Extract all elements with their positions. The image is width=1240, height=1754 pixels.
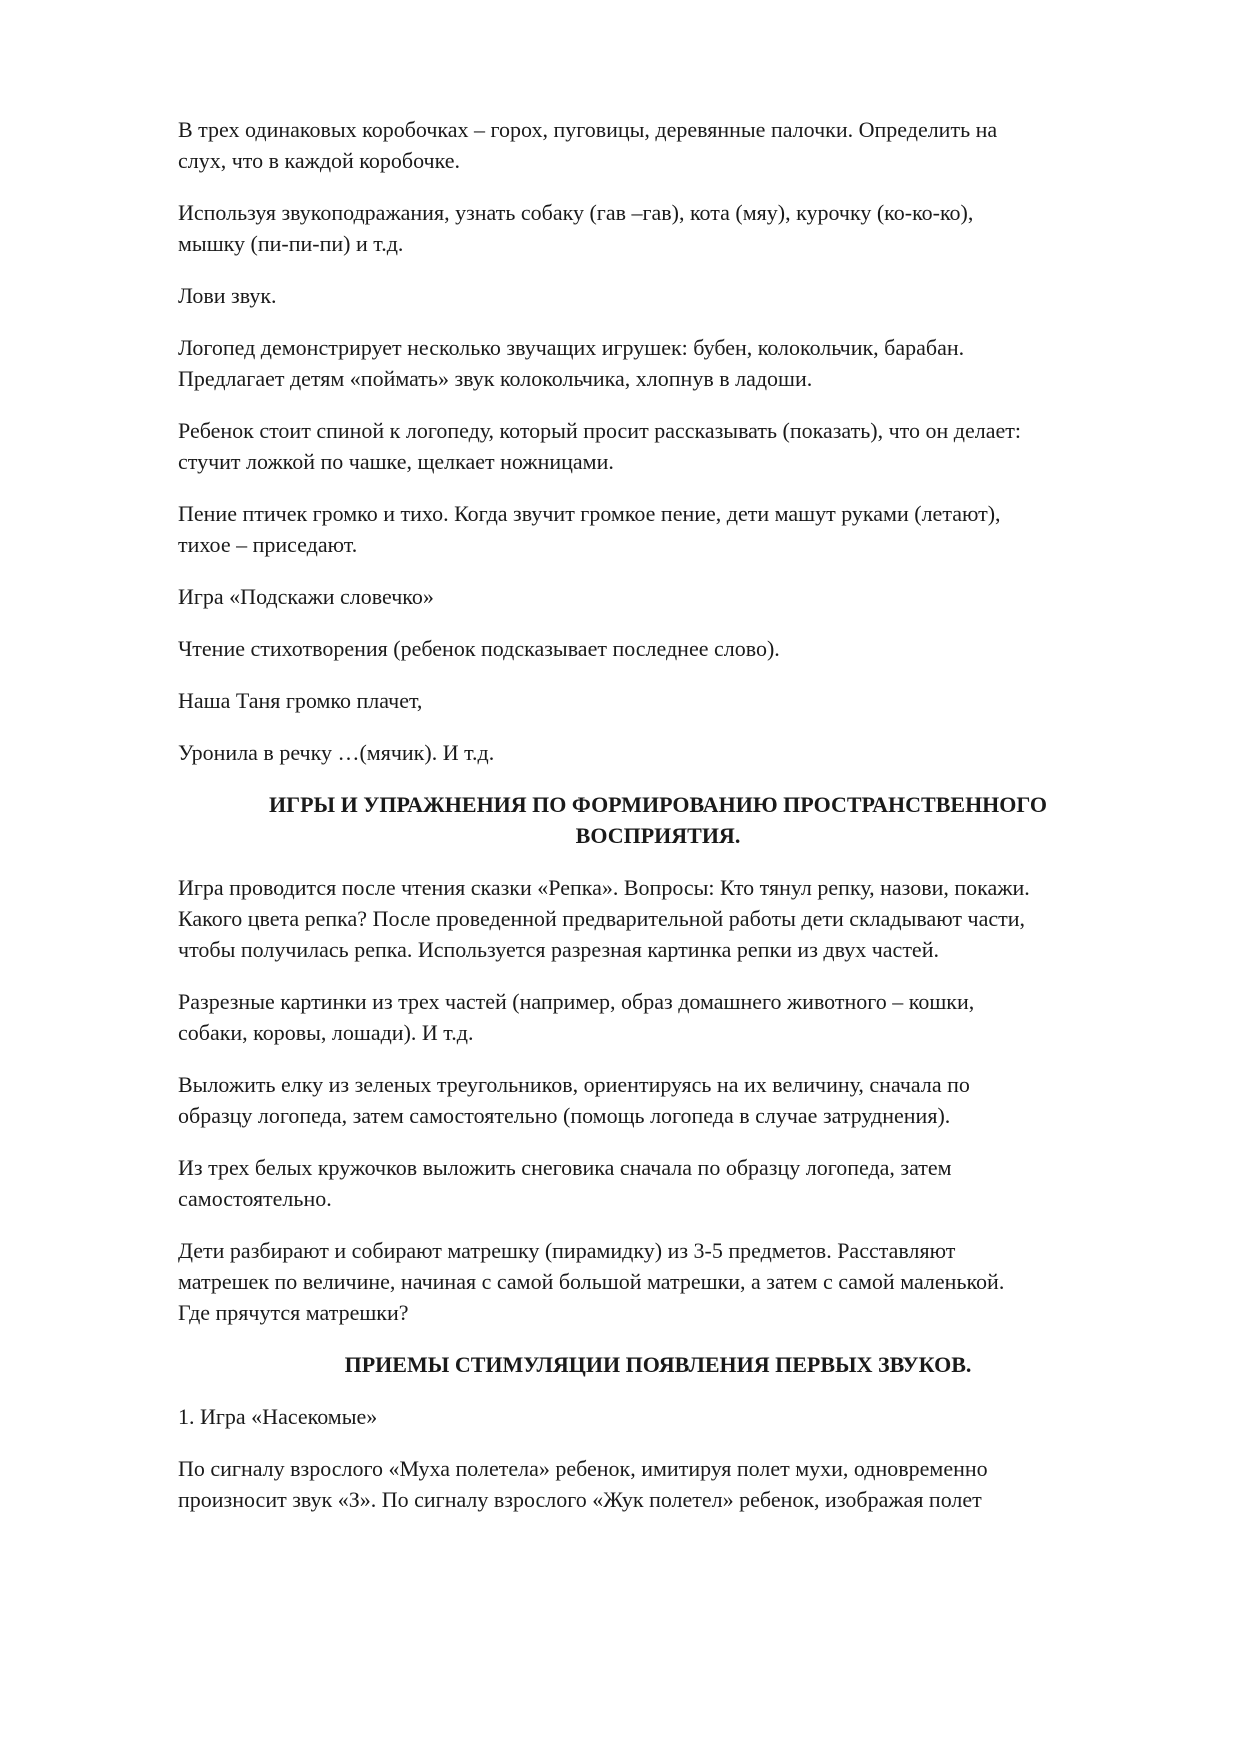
paragraph-insects-description: По сигналу взрослого «Муха полетела» ребенок, имитируя полет мухи, одновременно произносит звук «З». По сигналу взрослого «Жук полетел» ребенок, изображая полет xyxy=(178,1456,988,1512)
paragraph-onomatopoeia: Используя звукоподражания, узнать собаку (гав –гав), кота (мяу), курочку (ко-ко-ко), мышку (пи-пи-пи) и т.д. xyxy=(178,200,974,256)
document-page xyxy=(178,114,1138,1536)
section-heading-first-sounds: ПРИЕМЫ СТИМУЛЯЦИИ ПОЯВЛЕНИЯ ПЕРВЫХ ЗВУКОВ. xyxy=(344,1352,972,1377)
paragraph-cut-pictures: Разрезные картинки из трех частей (например, образ домашнего животного – кошки, собаки, коровы, лошади). И т.д. xyxy=(178,989,975,1045)
paragraph-matryoshka: Дети разбирают и собирают матрешку (пирамидку) из 3-5 предметов. Расставляют матрешек по величине, начиная с самой большой матрешки, а затем с самой маленькой. Где прячутся матрешки? xyxy=(178,1238,1005,1325)
paragraph-catch-sound: Лови звук. xyxy=(178,283,277,308)
section-heading-spatial-perception: ИГРЫ И УПРАЖНЕНИЯ ПО ФОРМИРОВАНИЮ ПРОСТРАНСТВЕННОГО ВОСПРИЯТИЯ. xyxy=(269,792,1047,848)
paragraph-toys: Логопед демонстрирует несколько звучащих игрушек: бубен, колокольчик, барабан. Предлагает детям «поймать» звук колокольчика, хлопнув в ладоши. xyxy=(178,335,965,391)
paragraph-turnip-game: Игра проводится после чтения сказки «Репка». Вопросы: Кто тянул репку, назови, покажи. Какого цвета репка? После проведенной предварительной работы дети складывают части, чтобы получилась репка. Используется разрезная картинка репки из двух частей. xyxy=(178,875,1030,962)
paragraph-poem-line-2: Уронила в речку …(мячик). И т.д. xyxy=(178,740,495,765)
paragraph-poem-line-1: Наша Таня громко плачет, xyxy=(178,688,423,713)
paragraph-insects-game: 1. Игра «Насекомые» xyxy=(178,1404,378,1429)
paragraph-snowman: Из трех белых кружочков выложить снеговика сначала по образцу логопеда, затем самостоятельно. xyxy=(178,1155,952,1211)
paragraph-birds-singing: Пение птичек громко и тихо. Когда звучит громкое пение, дети машут руками (летают), тихое – приседают. xyxy=(178,501,1001,557)
paragraph-boxes: В трех одинаковых коробочках – горох, пуговицы, деревянные палочки. Определить на слух, что в каждой коробочке. xyxy=(178,117,998,173)
paragraph-fir-tree: Выложить елку из зеленых треугольников, ориентируясь на их величину, сначала по образцу логопеда, затем самостоятельно (помощь логопеда в случае затруднения). xyxy=(178,1072,970,1128)
paragraph-poem-reading: Чтение стихотворения (ребенок подсказывает последнее слово). xyxy=(178,636,780,661)
paragraph-back-to-therapist: Ребенок стоит спиной к логопеду, который просит рассказывать (показать), что он делает: стучит ложкой по чашке, щелкает ножницами. xyxy=(178,418,1021,474)
paragraph-game-hint-word: Игра «Подскажи словечко» xyxy=(178,584,434,609)
